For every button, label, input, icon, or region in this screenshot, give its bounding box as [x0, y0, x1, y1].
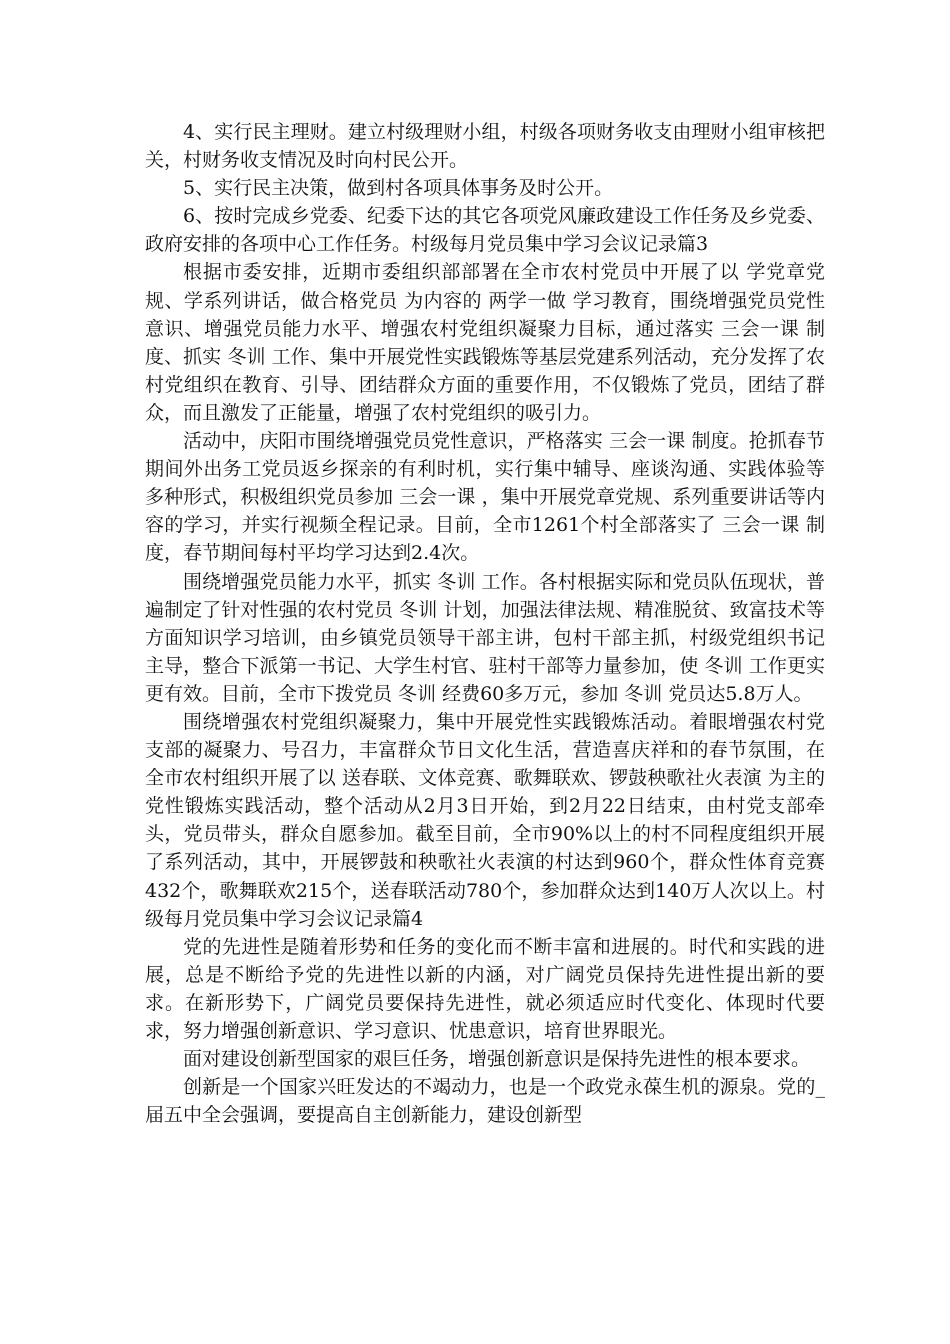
paragraph: 面对建设创新型国家的艰巨任务，增强创新意识是保持先进性的根本要求。	[183, 1048, 811, 1071]
paragraph: 围绕增强农村党组织凝聚力，集中开展党性实践锻炼活动。着眼增强农村党支部的凝聚力、号召力，丰富群众节日文化生活，营造喜庆祥和的春节氛围，在全市农村组织开展了以 送春联、文体竞赛、歌舞联欢、锣鼓秧歌社火表演 为主的党性锻炼实践活动，整个活动从2月3日开始，到2月22日结束，由村党支部牵头，党员带头，群众自愿参加。截至目前，全市90%以上的村不同程度组织开展了系列活动，其中，开展锣鼓和秧歌社火表演的村达到960个，群众性体育竞赛 432个，歌舞联欢215个，送春联活动780个，参加群众达到140万人次以上。村级每月党员集中学习会议记录篇4	[145, 710, 825, 930]
paragraph: 4、实行民主理财。建立村级理财小组，村级各项财务收支由理财小组审核把关，村财务收支情况及时向村民公开。	[145, 121, 825, 172]
paragraph: 围绕增强党员能力水平，抓实 冬训 工作。各村根据实际和党员队伍现状，普遍制定了针对性强的农村党员 冬训 计划，加强法律法规、精准脱贫、致富技术等方面知识学习培训，由乡镇党员领导干部主讲，包村干部主抓，村级党组织书记主导，整合下派第一书记、大学生村官、驻村干部等力量参加，使 冬训 工作更实更有效。目前，全市下拨党员 冬训 经费60多万元，参加 冬训 党员达5.8万人。	[145, 570, 825, 705]
paragraph: 根据市委安排，近期市委组织部部署在全市农村党员中开展了以 学党章党规、学系列讲话，做合格党员 为内容的 两学一做 学习教育，围绕增强党员党性意识、增强党员能力水平、增强农村党组织凝聚力目标，通过落实 三会一课 制度、抓实 冬训 工作、集中开展党性实践锻炼等基层党建系列活动，充分发挥了农村党组织在教育、引导、团结群众方面的重要作用，不仅锻炼了党员，团结了群众，而且激发了正能量，增强了农村党组织的吸引力。	[145, 261, 825, 424]
paragraph: 活动中，庆阳市围绕增强党员党性意识，严格落实 三会一课 制度。抢抓春节期间外出务工党员返乡探亲的有利时机，实行集中辅导、座谈沟通、实践体验等多种形式，积极组织党员参加 三会一课 ，集中开展党章党规、系列重要讲话等内容的学习，并实行视频全程记录。目前，全市1261个村全部落实了 三会一课 制度，春节期间每村平均学习达到2.4次。	[145, 430, 825, 565]
document-body	[145, 118, 825, 1129]
paragraph: 5、实行民主决策，做到村各项具体事务及时公开。	[183, 177, 614, 200]
paragraph: 党的先进性是随着形势和任务的变化而不断丰富和进展的。时代和实践的进展，总是不断给予党的先进性以新的内涵，对广阔党员保持先进性提出新的要求。在新形势下，广阔党员要保持先进性，就必须适应时代变化、体现时代要求，努力增强创新意识、学习意识、忧患意识，培育世界眼光。	[145, 935, 825, 1042]
paragraph: 6、按时完成乡党委、纪委下达的其它各项党风廉政建设工作任务及乡党委、政府安排的各项中心工作任务。村级每月党员集中学习会议记录篇3	[145, 205, 825, 256]
paragraph: 创新是一个国家兴旺发达的不竭动力，也是一个政党永葆生机的源泉。党的_届五中全会强调，要提高自主创新能力，建设创新型	[145, 1076, 825, 1127]
